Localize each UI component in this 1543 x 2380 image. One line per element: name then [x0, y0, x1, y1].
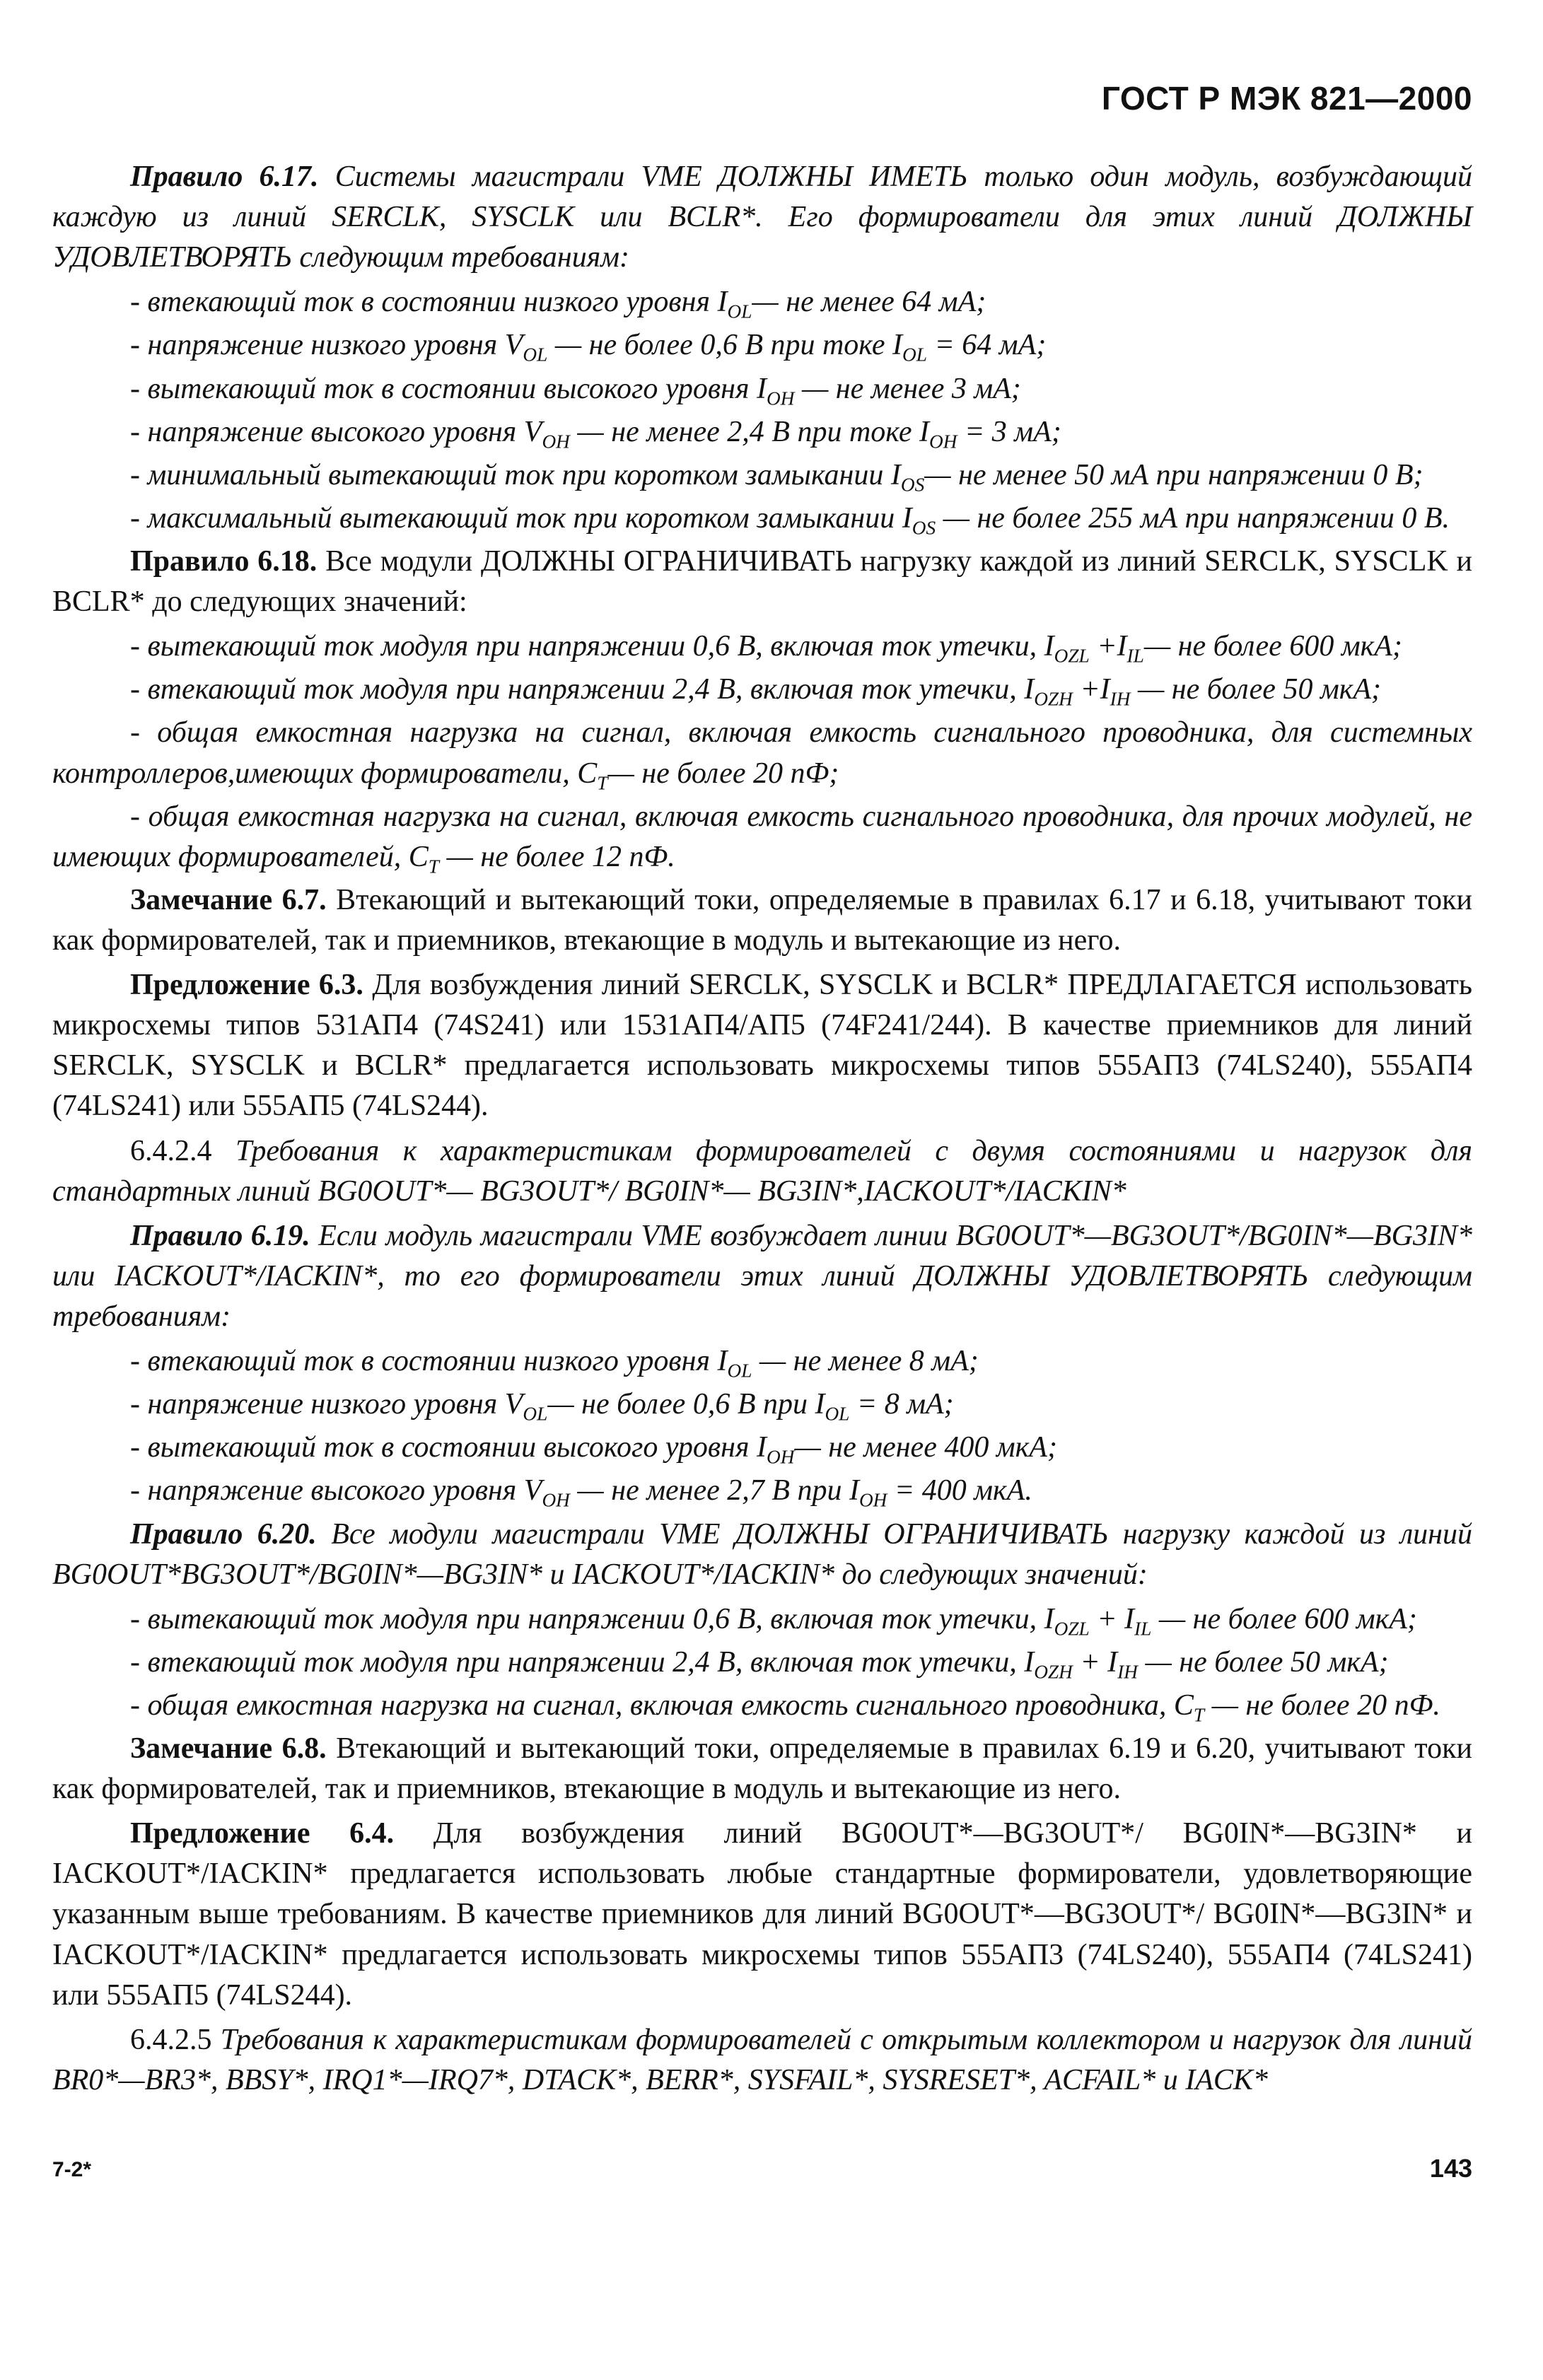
subscript: IL [1134, 1618, 1152, 1640]
subscript: OH [542, 431, 570, 453]
note-6-7 [52, 880, 1472, 961]
note-text: Втекающий и вытекающий токи, определяемые в правилах 6.19 и 6.20, учитывают токи как формирователей, так и приемников, втекающие в модуль и вытекающие из него. [52, 1732, 1472, 1806]
subscript: OZH [1034, 688, 1073, 710]
rule-6-19-items [52, 1341, 1472, 1511]
item-text: — не менее 8 мА; [752, 1345, 979, 1378]
proposal-6-3 [52, 965, 1472, 1126]
subscript: OL [523, 344, 548, 366]
item-text: = 8 мА; [849, 1388, 954, 1421]
subscript: OL [902, 344, 927, 366]
item-text: — не более 20 пФ. [1204, 1688, 1440, 1722]
subscript: OS [900, 474, 925, 496]
subscript: OH [767, 1446, 795, 1468]
requirement-item [52, 455, 1472, 496]
rule-6-17-items [52, 282, 1472, 539]
item-text: - втекающий ток в состоянии низкого уровня I [130, 286, 728, 319]
requirement-item [52, 626, 1472, 667]
rule-label: Правило 6.19. [130, 1219, 310, 1252]
note-label: Замечание 6.8. [130, 1732, 327, 1766]
section-title: Требования к характеристикам формирователей с двумя состояниями и нагрузок для стандартных линий BG0OUT*— BG3OUT*/ BG0IN*— BG3IN*,IACKOUT*/IACKIN* [52, 1134, 1472, 1208]
item-text: = 64 мА; [926, 329, 1047, 362]
page-number: 143 [1429, 2154, 1472, 2183]
item-text: - общая емкостная нагрузка на сигнал, включая емкость сигнального проводника, для системных контроллеров,имеющих формирователи, C [52, 716, 1472, 790]
proposal-6-4 [52, 1814, 1472, 2016]
item-text: - напряжение высокого уровня V [130, 415, 542, 448]
requirement-item [52, 1428, 1472, 1468]
item-text: - общая емкостная нагрузка на сигнал, включая емкость сигнального проводника, C [130, 1688, 1194, 1722]
item-text: - напряжение низкого уровня V [130, 1388, 523, 1421]
sheet-mark: 7-2* [52, 2158, 92, 2181]
proposal-label: Предложение 6.4. [130, 1817, 395, 1850]
item-text: — не менее 2,7 В при I [569, 1474, 859, 1507]
item-text: — не менее 3 мА; [794, 372, 1021, 405]
rule-label: Правило 6.17. [130, 161, 319, 193]
section-title: Требования к характеристикам формирователей с открытым коллектором и нагрузок для линий BR0*—BR3*, BBSY*, IRQ1*—IRQ7*, DTACK*, BERR*, SYSFAIL*, SYSRESET*, ACFAIL* и IACK* [52, 2023, 1472, 2096]
item-text: - вытекающий ток в состоянии высокого уровня I [130, 1431, 767, 1464]
proposal-label: Предложение 6.3. [130, 969, 363, 1002]
item-text: — не более 255 мА при напряжении 0 В. [936, 501, 1450, 535]
rule-text: Все модули ДОЛЖНЫ ОГРАНИЧИВАТЬ нагрузку каждой из линий SERCLK, SYSCLK и BCLR* до следующих значений: [52, 544, 1472, 619]
requirement-item [52, 1471, 1472, 1511]
rule-text: Если модуль магистрали VME возбуждает линии BG0OUT*—BG3OUT*/BG0IN*—BG3IN* или IACKOUT*/IACKIN*, то его формирователи этих линий ДОЛЖНЫ УДОВЛЕТВОРЯТЬ следующим требованиям: [52, 1219, 1472, 1333]
rule-6-19 [52, 1216, 1472, 1337]
subscript: OL [825, 1403, 850, 1425]
subscript: T [1193, 1704, 1205, 1726]
item-text: - втекающий ток модуля при напряжении 2,4 В, включая ток утечки, I [130, 1645, 1035, 1679]
item-text: - минимальный вытекающий ток при коротком замыкании I [130, 458, 901, 491]
requirement-item [52, 670, 1472, 710]
item-text: — не более 50 мкА; [1137, 1645, 1389, 1679]
requirement-item [52, 369, 1472, 409]
item-text: +I [1072, 673, 1110, 706]
item-text: - втекающий ток модуля при напряжении 2,4 В, включая ток утечки, I [130, 673, 1035, 706]
section-number: 6.4.2.4 [130, 1134, 212, 1167]
rule-label: Правило 6.18. [130, 544, 318, 578]
item-text: - напряжение высокого уровня V [130, 1474, 542, 1507]
proposal-text: Для возбуждения линий BG0OUT*—BG3OUT*/ BG0IN*—BG3IN* и IACKOUT*/IACKIN* предлагается использовать любые стандартные формирователи, удовлетворяющие указанным выше требованиям. В качестве приемников для линий BG0OUT*—BG3OUT*/ BG0IN*—BG3IN* и IACKOUT*/IACKIN* предлагается использовать микросхемы типов 555АП3 (74LS240), 555АП4 (74LS241) или 555АП5 (74LS244). [52, 1817, 1472, 2012]
item-text: + I [1089, 1602, 1135, 1635]
requirement-item [52, 1643, 1472, 1683]
subscript: OH [929, 431, 957, 453]
rule-text: Все модули магистрали VME ДОЛЖНЫ ОГРАНИЧИВАТЬ нагрузку каждой из линий BG0OUT*BG3OUT*/BG0IN*—BG3IN* и IACKOUT*/IACKIN* до следующих значений: [52, 1517, 1472, 1591]
item-text: - вытекающий ток модуля при напряжении 0,6 В, включая ток утечки, I [130, 630, 1054, 663]
item-text: — не более 600 мкА; [1143, 630, 1402, 663]
requirement-item [52, 1599, 1472, 1640]
subscript: OS [912, 517, 936, 539]
subscript: T [428, 856, 439, 877]
subscript: T [597, 772, 608, 794]
item-text: — не менее 64 мА; [752, 286, 986, 319]
item-text: — не менее 50 мА при напряжении 0 В; [924, 458, 1423, 491]
subscript: OZH [1034, 1661, 1073, 1683]
note-text: Втекающий и вытекающий токи, определяемые в правилах 6.17 и 6.18, учитывают токи как формирователей, так и приемников, втекающие в модуль и вытекающие из него. [52, 883, 1472, 957]
subscript: OZL [1054, 645, 1090, 667]
rule-6-17 [52, 157, 1472, 278]
subscript: OH [858, 1489, 887, 1511]
subscript: OZL [1054, 1618, 1090, 1640]
item-text: — не менее 400 мкА; [794, 1431, 1057, 1464]
item-text: = 3 мА; [957, 415, 1061, 448]
section-6-4-2-4 [52, 1131, 1472, 1212]
rule-6-18-items [52, 626, 1472, 877]
item-text: — не менее 2,4 В при токе I [569, 415, 930, 448]
item-text: — не более 50 мкА; [1130, 673, 1382, 706]
requirement-item [52, 1341, 1472, 1382]
note-label: Замечание 6.7. [130, 883, 327, 916]
subscript: OL [727, 301, 752, 322]
subscript: IL [1126, 645, 1144, 667]
item-text: - втекающий ток в состоянии низкого уровня I [130, 1345, 728, 1378]
item-text: - вытекающий ток в состоянии высокого уровня I [130, 372, 767, 405]
note-6-8 [52, 1729, 1472, 1809]
rule-6-20 [52, 1515, 1472, 1595]
subscript: OH [767, 387, 795, 409]
requirement-item [52, 325, 1472, 366]
requirement-item [52, 1686, 1472, 1726]
section-number: 6.4.2.5 [130, 2023, 212, 2056]
item-text: +I [1089, 630, 1127, 663]
rule-label: Правило 6.20. [130, 1517, 317, 1551]
requirement-item [52, 412, 1472, 453]
item-text: — не более 0,6 В при токе I [547, 329, 903, 362]
rule-text: Системы магистрали VME ДОЛЖНЫ ИМЕТЬ только один модуль, возбуждающий каждую из линий SERCLK, SYSCLK или BCLR*. Его формирователи для этих линий ДОЛЖНЫ УДОВЛЕТВОРЯТЬ следующим требованиям: [52, 161, 1472, 274]
item-text: — не более 12 пФ. [438, 840, 675, 873]
rule-6-18 [52, 542, 1472, 622]
proposal-text: Для возбуждения линий SERCLK, SYSCLK и BCLR* ПРЕДЛАГАЕТСЯ использовать микросхемы типов 531АП4 (74S241) или 1531АП4/АП5 (74F241/244). В качестве приемников для линий SERCLK, SYSCLK и BCLR* предлагается использовать микросхемы типов 555АП3 (74LS240), 555АП4 (74LS241) или 555АП5 (74LS244). [52, 969, 1473, 1123]
item-text: — не более 20 пФ; [607, 757, 839, 790]
subscript: IH [1117, 1661, 1138, 1683]
standard-header: ГОСТ Р МЭК 821—2000 [1101, 80, 1472, 117]
requirement-item [52, 797, 1472, 877]
requirement-item [52, 713, 1472, 793]
item-text: + I [1072, 1645, 1118, 1679]
item-text: - вытекающий ток модуля при напряжении 0,6 В, включая ток утечки, I [130, 1602, 1054, 1635]
item-text: — не более 600 мкА; [1151, 1602, 1417, 1635]
requirement-item [52, 498, 1472, 539]
item-text: - напряжение низкого уровня V [130, 329, 523, 362]
item-text: — не более 0,6 В при I [547, 1388, 825, 1421]
rule-6-20-items [52, 1599, 1472, 1726]
item-text: - максимальный вытекающий ток при коротком замыкании I [130, 501, 912, 535]
section-6-4-2-5 [52, 2020, 1472, 2101]
subscript: OL [523, 1403, 548, 1425]
item-text: - общая емкостная нагрузка на сигнал, включая емкость сигнального проводника, для прочих модулей, не имеющих формирователей, C [52, 800, 1472, 873]
document-body [52, 157, 1472, 2105]
requirement-item [52, 282, 1472, 322]
item-text: = 400 мкА. [887, 1474, 1032, 1507]
requirement-item [52, 1384, 1472, 1425]
subscript: IH [1110, 688, 1131, 710]
subscript: OH [542, 1489, 570, 1511]
subscript: OL [727, 1360, 752, 1382]
